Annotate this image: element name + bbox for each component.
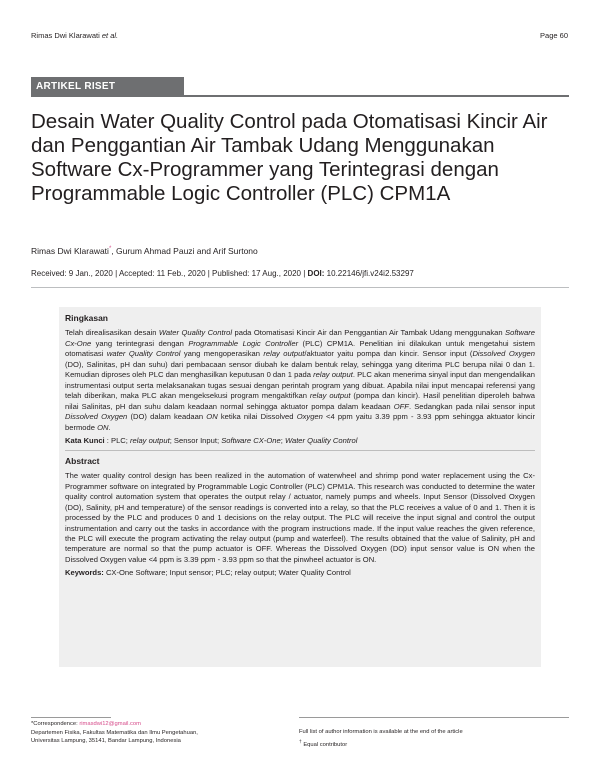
article-title: Desain Water Quality Control pada Otomatisasi Kincir Air dan Penggantian Air Tambak Udang Menggunakan Software Cx-Programmer yang Terintegrasi dengan Programmable Logic Controller (PLC) CPM1A xyxy=(31,110,548,205)
equal-contrib-note: Equal contributor xyxy=(303,741,348,748)
doi-label: DOI: xyxy=(307,269,325,278)
ringkasan-heading: Ringkasan xyxy=(65,313,108,323)
received-date: Received: 9 Jan., 2020 xyxy=(31,269,113,278)
footnote-right xyxy=(299,728,569,750)
keywords xyxy=(65,568,535,577)
author-info-note: Full list of author information is available at the end of the article xyxy=(299,729,463,735)
publication-dates: Received: 9 Jan., 2020 | Accepted: 11 Feb., 2020 | Published: 17 Aug., 2020 | DOI: 10.22146/jfi.v24i2.53297 xyxy=(31,269,414,278)
header-divider xyxy=(31,287,569,288)
ringkasan-text: Telah direalisasikan desain Water Quality Control pada Otomatisasi Kincir Air dan Penggantian Air Tambak Udang menggunakan Software Cx-One yang terintegrasi dengan Programmable Logic Controller (PLC) CPM1A. Penelitian ini dilakukan untuk mengetahui sistem otomatisasi water Quality Control yang mengoperasikan relay output/aktuator yaitu pompa dan kincir. Sensor input (Dissolved Oxygen (DO), Salinitas, pH dan suhu) dari pembacaan sensor diubah ke dalam bentuk relay, sehingga yang diterima PLC berupa nilai 0 dan 1. Kemudian diproses oleh PLC dan menghasilkan keputusan 0 dan 1 pada relay output. PLC akan menerima sinyal input dan mengendalikan instrumentasi output serta melaksanakan tugas sesuai dengan perintah program yang dibuat. Apabila nilai input mencapai referensi yang telah diberikan, maka PLC akan mengeksekusi program mengaktifkan relay output (pompa dan kincir). Hasil penelitian diperoleh bahwa nilai Salinitas, pH dan suhu dalam keadaan normal sehingga aktuator pompa dalam keadaan OFF. Sedangkan pada nilai sensor input Dissolved Oxygen (DO) dalam keadaan ON ketika nilai Dissolved Oxygen <4 ppm yaitu 3.39 ppm - 3.93 ppm sehingga aktuator kincir bermode ON. xyxy=(65,328,536,432)
running-header-author: Rimas Dwi Klarawati et al. xyxy=(31,31,119,40)
correspondence-email[interactable]: rimasdwi12@gmail.com xyxy=(79,721,141,727)
author-list xyxy=(31,246,258,256)
coauthors: , Gurum Ahmad Pauzi and Arif Surtono xyxy=(111,246,258,256)
footnote-rule-right xyxy=(299,717,569,718)
footnote-affiliation xyxy=(31,720,281,746)
kata-kunci-label: Kata Kunci xyxy=(65,436,105,446)
section-label: ARTIKEL RISET xyxy=(36,81,116,92)
corresponding-mark: * xyxy=(108,246,112,253)
abstract-heading: Abstract xyxy=(65,456,100,467)
accepted-date: Accepted: 11 Feb., 2020 xyxy=(118,269,206,278)
equal-contrib-mark: † xyxy=(299,739,302,745)
keywords-list: CX-One Software; Input sensor; PLC; relay output; Water Quality Control xyxy=(103,568,351,578)
published-date: Published: 17 Aug., 2020 xyxy=(212,269,302,278)
abstract-text: The water quality control design has been realized in the automation of waterwheel and shrimp pond water replacement using the Cx-Programmer software on integrated by Programmable Logic Controller (PLC) CPM1A. This research was conducted to determine the water quality control automation system that operates the output relay / actuator, namely pumps and wheels. Input Sensor (Dissolved Oxygen (DO), Salinity, pH and temperature) of the sensor readings is converted into a relay, so that the PLC receives a value of 0 and 1. Then it is processed by the PLC and produces 0 and 1 decisions on the relay output. The PLC will receive the input signal and control the output instrumentation and carry out the tasks in accordance with the program instructions made. If the input value reaches the given reference, the PLC will execute the program activating the relay output (pump and waterfeel). The results obtained that the value of Salinity, pH and temperature are normal so that the pump actuator is OFF. Whereas the Dissolved Oxygen (DO) input sensor value is ON when the Dissolved Oxygen value <4 ppm is 3.39 ppm - 3.93 ppm so that the pinwheel actuator is ON. xyxy=(65,471,535,564)
kata-kunci: Kata Kunci : PLC; relay output; Sensor Input; Software CX-One; Water Quality Control xyxy=(65,436,358,446)
section-banner xyxy=(31,77,184,95)
banner-rule xyxy=(31,95,569,97)
abstract-content xyxy=(65,313,535,577)
correspondence-label: *Correspondence: xyxy=(31,721,80,727)
et-al: et al. xyxy=(101,31,119,40)
page-number: Page 60 xyxy=(540,31,568,40)
affiliation-line-2: Universitas Lampung, 35141, Bandar Lampung, Indonesia xyxy=(31,738,181,744)
affiliation-line-1: Departemen Fisika, Fakultas Matematika dan Ilmu Pengetahuan, xyxy=(31,729,198,736)
keywords-label: Keywords: xyxy=(65,568,104,578)
abstract-divider xyxy=(65,450,535,451)
first-author: Rimas Dwi Klarawati xyxy=(31,246,109,256)
footnote-rule-left xyxy=(31,717,111,718)
doi-link[interactable]: 10.22146/jfi.v24i2.53297 xyxy=(326,269,414,278)
